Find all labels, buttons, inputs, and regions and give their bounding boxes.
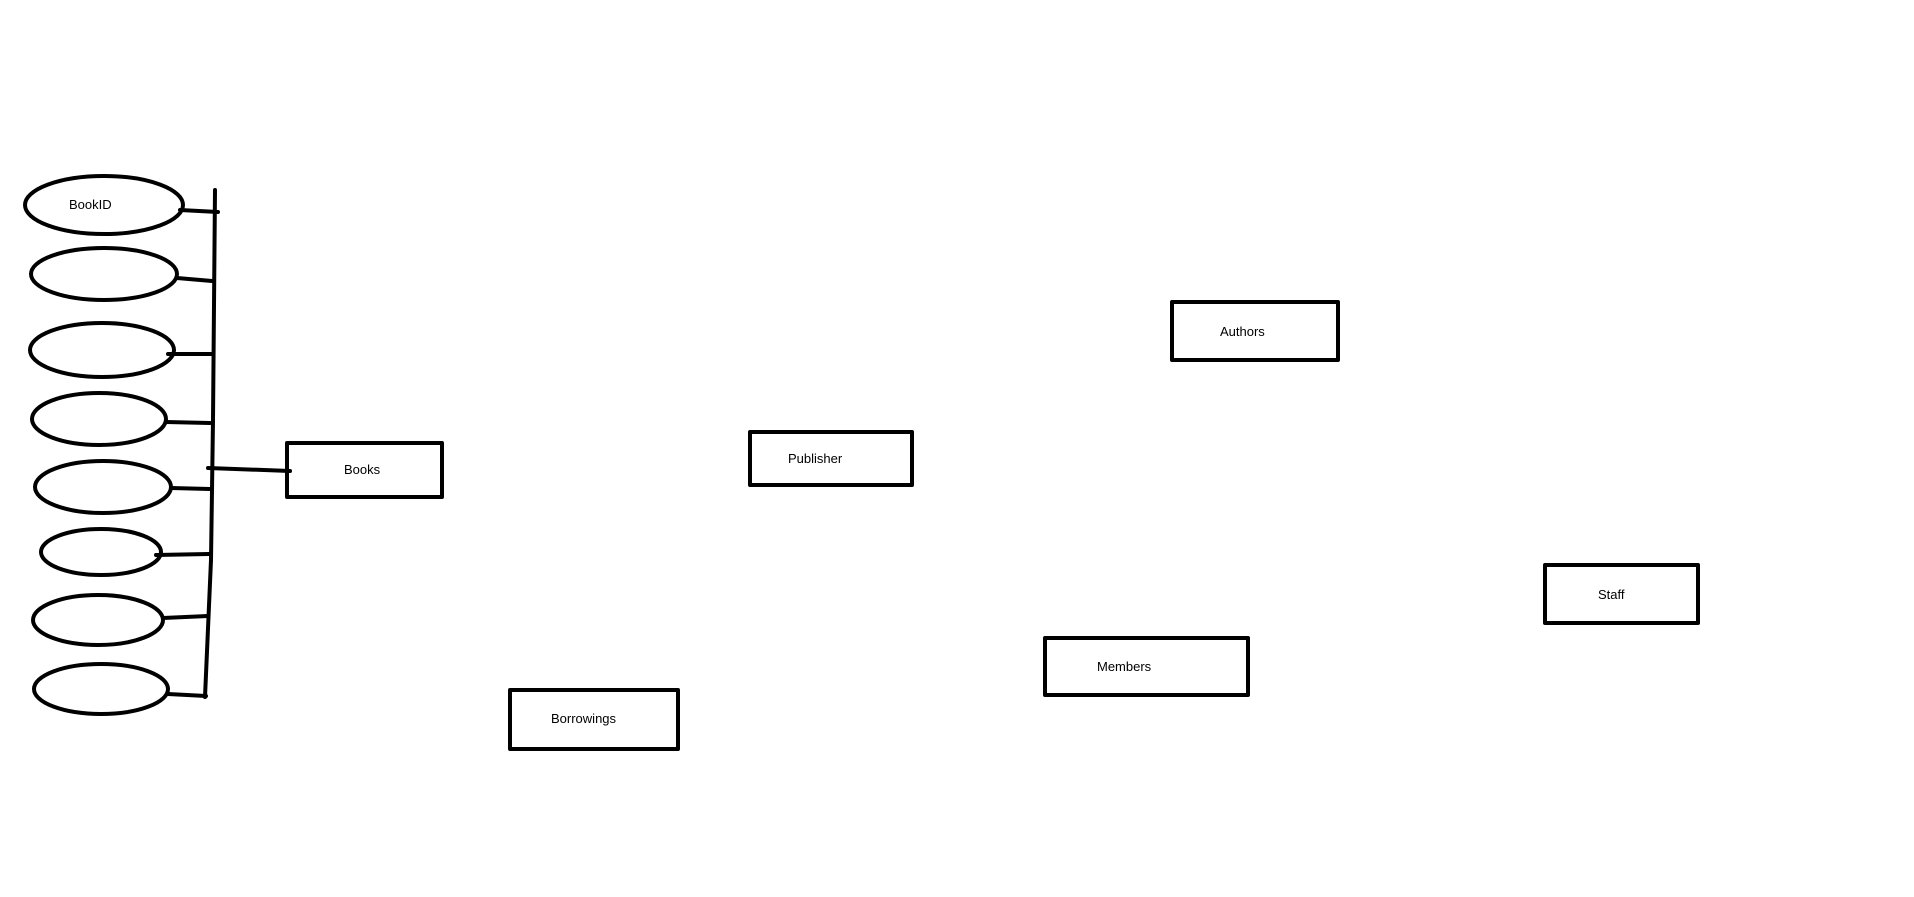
attribute-bookid[interactable]: [25, 176, 183, 234]
attribute-5-connector: [171, 488, 210, 489]
attribute-6[interactable]: [41, 529, 161, 575]
entity-books-label: Books: [344, 462, 381, 477]
attribute-6-connector: [156, 554, 209, 555]
attribute-8-connector: [168, 694, 206, 696]
entity-authors-label: Authors: [1220, 324, 1265, 339]
entity-publisher[interactable]: [750, 432, 912, 485]
entity-members-label: Members: [1097, 659, 1152, 674]
entity-members[interactable]: [1045, 638, 1248, 695]
entity-borrowings-label: Borrowings: [551, 711, 617, 726]
entity-publisher-label: Publisher: [788, 451, 843, 466]
vertical-connector-line: [205, 190, 215, 697]
entity-borrowings[interactable]: [510, 690, 678, 749]
books-connector: [208, 468, 290, 471]
entity-books[interactable]: [287, 443, 442, 497]
attribute-2[interactable]: [31, 248, 177, 300]
entity-authors[interactable]: [1172, 302, 1338, 360]
attribute-bookid-label: BookID: [69, 197, 112, 212]
attribute-5[interactable]: [35, 461, 171, 513]
attribute-4[interactable]: [32, 393, 166, 445]
entity-staff-label: Staff: [1598, 587, 1625, 602]
attribute-7-connector: [163, 616, 208, 618]
attribute-4-connector: [166, 422, 210, 423]
attribute-8[interactable]: [34, 664, 168, 714]
attribute-7[interactable]: [33, 595, 163, 645]
entity-group: [287, 302, 1698, 749]
attribute-bookid-connector: [180, 210, 218, 212]
attribute-3[interactable]: [30, 323, 174, 377]
entity-staff[interactable]: [1545, 565, 1698, 623]
attribute-group: [25, 176, 183, 714]
attribute-2-connector: [177, 278, 212, 281]
